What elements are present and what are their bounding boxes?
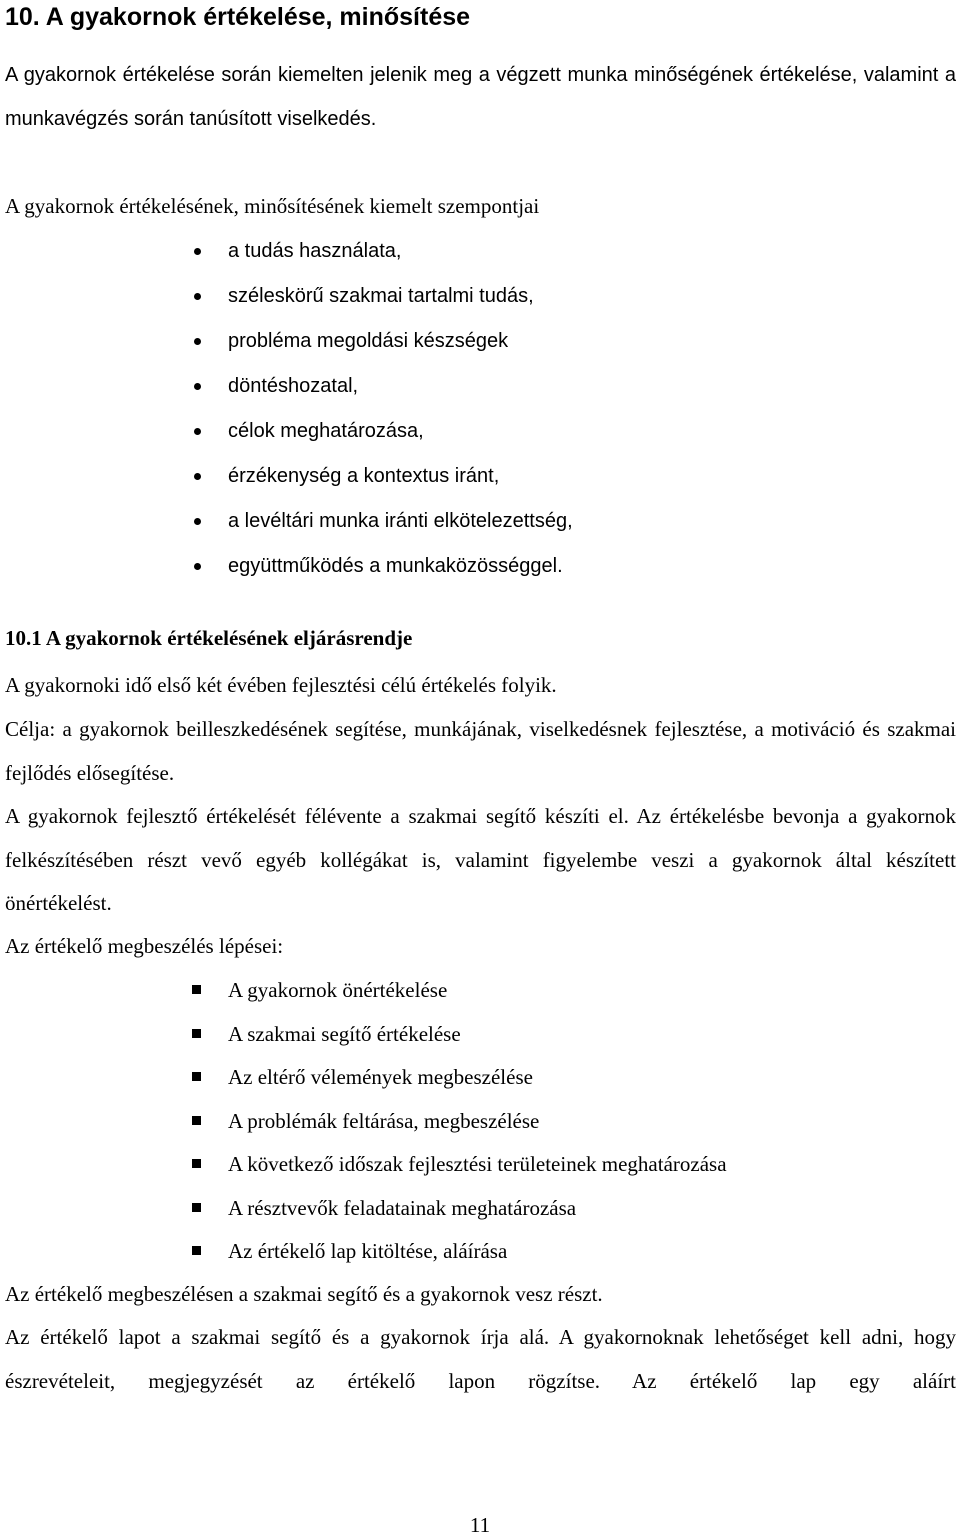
page-number: 11 [469,1513,491,1537]
list-item: a tudás használata, [0,229,573,274]
square-bullet-icon [192,1116,201,1125]
list-item: érzékenység a kontextus iránt, [0,454,573,499]
list-item: A résztvevők feladatainak meghatározása [0,1187,727,1231]
list-item: A szakmai segítő értékelése [0,1013,727,1057]
bullet-icon [194,518,201,525]
square-bullet-icon [192,1072,201,1081]
subsection-heading: 10.1 A gyakornok értékelésének eljárásrendje [5,626,413,650]
paragraph-5: Az értékelő lapot a szakmai segítő és a gyakornok írja alá. A gyakornoknak lehetőséget kell adni, hogy észrevételeit, megjegyzését az értékelő lapon rögzítse. Az értékelő lap egy aláírt [5,1325,956,1393]
list-item: döntéshozatal, [0,364,573,409]
bullet-icon [194,293,201,300]
section-heading: 10. A gyakornok értékelése, minősítése [5,3,471,31]
paragraph-2: Célja: a gyakornok beilleszkedésének segítése, munkájának, viselkedésnek fejlesztése, a motiváció és szakmai fejlődés elősegítése. [5,717,956,785]
square-bullet-icon [192,1246,201,1255]
list-item: A következő időszak fejlesztési területeinek meghatározása [0,1143,727,1187]
bullet-icon [194,428,201,435]
list-item: széleskörű szakmai tartalmi tudás, [0,274,573,319]
intro-paragraph: A gyakornok értékelése során kiemelten jelenik meg a végzett munka minőségének értékelése, valamint a munkavégzés során tanúsított viselkedés. [5,64,956,130]
list-item: célok meghatározása, [0,409,573,454]
paragraph-4: Az értékelő megbeszélésen a szakmai segítő és a gyakornok vesz részt. [5,1282,603,1306]
steps-list [0,969,727,1274]
list-item: Az értékelő lap kitöltése, aláírása [0,1230,727,1274]
criteria-title: A gyakornok értékelésének, minősítésének kiemelt szempontjai [5,194,540,218]
bullet-icon [194,563,201,570]
bullet-icon [194,473,201,480]
bullet-icon [194,338,201,345]
list-item: A problémák feltárása, megbeszélése [0,1100,727,1144]
bullet-icon [194,248,201,255]
list-item: A gyakornok önértékelése [0,969,727,1013]
steps-title: Az értékelő megbeszélés lépései: [5,934,284,958]
paragraph-1: A gyakornoki idő első két évében fejlesztési célú értékelés folyik. [5,673,557,697]
list-item: a levéltári munka iránti elkötelezettség, [0,499,573,544]
bullet-icon [194,383,201,390]
square-bullet-icon [192,985,201,994]
list-item: probléma megoldási készségek [0,319,573,364]
list-item: Az eltérő vélemények megbeszélése [0,1056,727,1100]
square-bullet-icon [192,1159,201,1168]
list-item: együttműködés a munkaközösséggel. [0,544,573,589]
paragraph-3: A gyakornok fejlesztő értékelését félévente a szakmai segítő készíti el. Az értékelésbe bevonja a gyakornok felkészítésében részt vevő egyéb kollégákat is, valamint figyelembe veszi a gyakornok által készített önértékelést. [5,804,956,915]
square-bullet-icon [192,1029,201,1038]
criteria-list [0,229,573,589]
square-bullet-icon [192,1203,201,1212]
